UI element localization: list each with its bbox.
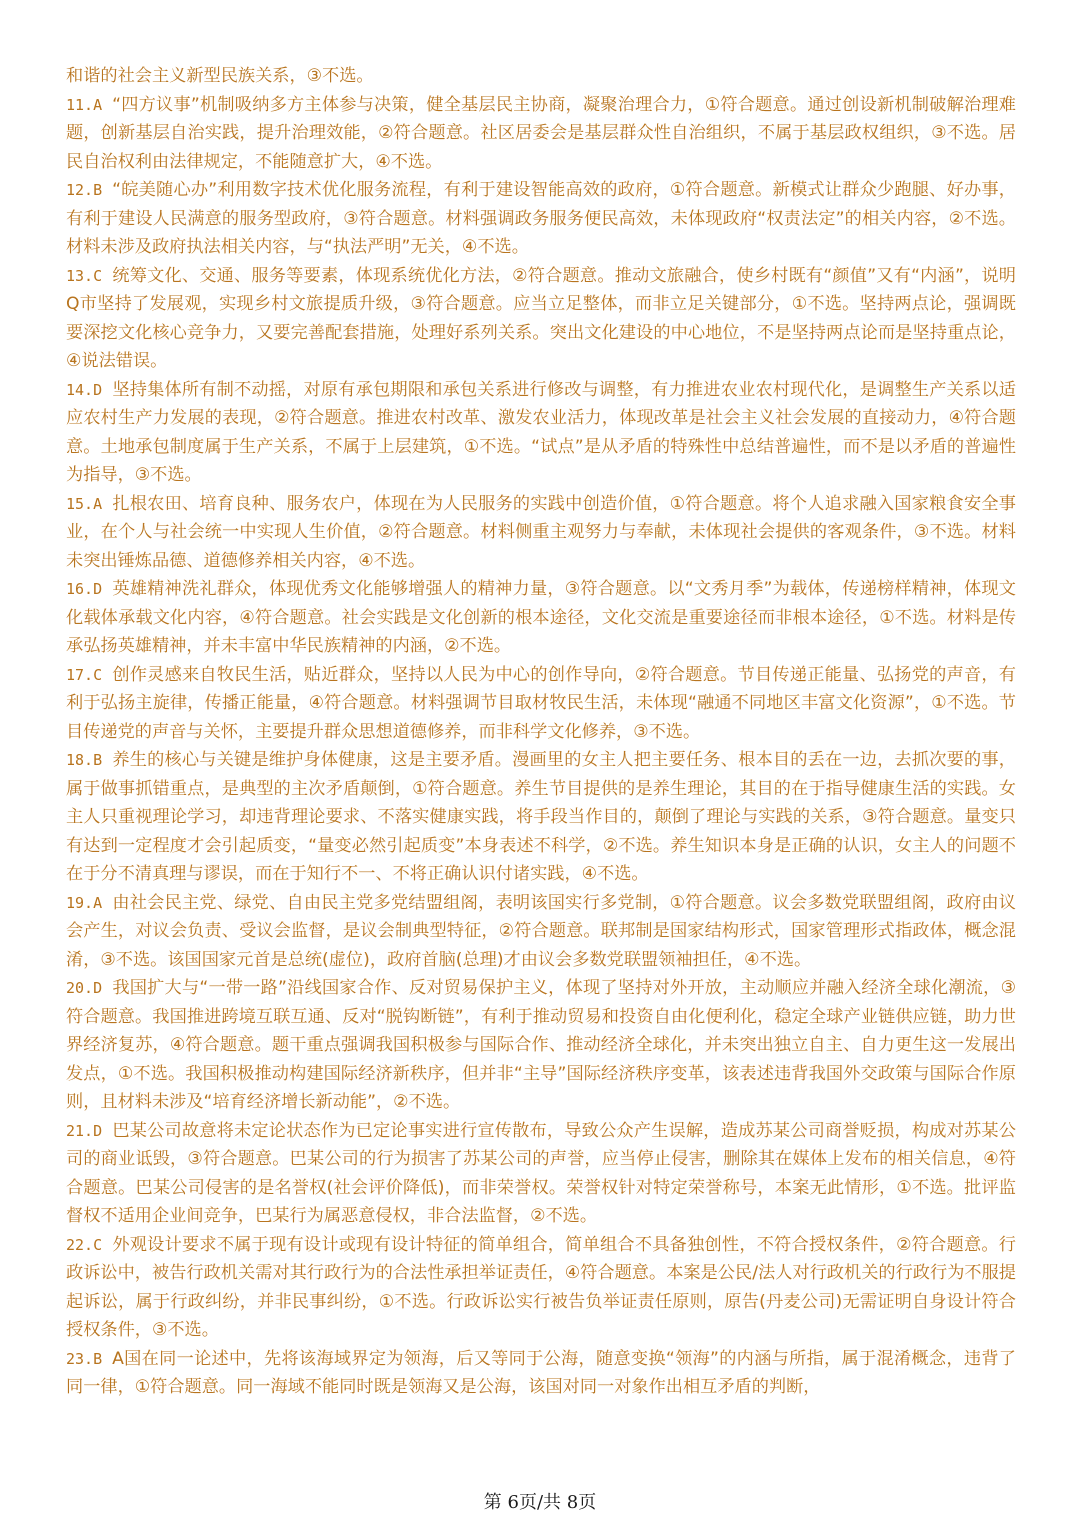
answer-item <box>66 1345 1016 1402</box>
answer-number: 23.B <box>66 1349 103 1368</box>
answer-list <box>66 91 1016 1402</box>
answer-item <box>66 176 1016 262</box>
answer-explanation: 我国扩大与“一带一路”沿线国家合作、反对贸易保护主义，体现了坚持对外开放，主动顺应并融入经济全球化潮流，③符合题意。我国推进跨境互联互通、反对“脱钩断链”，有利于推动贸易和投资自由化便利化，稳定全球产业链供应链，助力世界经济复苏，④符合题意。题干重点强调我国积极参与国际合作、推动经济全球化，并未突出独立自主、自力更生这一发展出发点，①不选。我国积极推动构建国际经济新秩序，但并非“主导”国际经济秩序变革，该表述违背我国外交政策与国际合作原则，且材料未涉及“培育经济增长新动能”，②不选。 <box>66 978 1016 1112</box>
lead-paragraph: 和谐的社会主义新型民族关系，③不选。 <box>66 66 374 86</box>
answer-page <box>66 62 1016 1402</box>
answer-item <box>66 974 1016 1117</box>
answer-number: 15.A <box>66 494 103 513</box>
answer-item <box>66 575 1016 661</box>
answer-item <box>66 262 1016 376</box>
answer-item <box>66 490 1016 576</box>
page-number: 第 6页/共 8页 <box>483 1492 597 1513</box>
answer-item <box>66 376 1016 490</box>
answer-explanation: 坚持集体所有制不动摇，对原有承包期限和承包关系进行修改与调整，有力推进农业农村现代化，是调整生产关系以适应农村生产力发展的表现，②符合题意。推进农村改革、激发农业活力，体现改革是社会主义社会发展的直接动力，④符合题意。土地承包制度属于生产关系，不属于上层建筑，①不选。“试点”是从矛盾的特殊性中总结普遍性，而不是以矛盾的普遍性为指导，③不选。 <box>66 379 1016 485</box>
answer-number: 13.C <box>66 266 103 285</box>
answer-explanation: 英雄精神洗礼群众，体现优秀文化能够增强人的精神力量，③符合题意。以“文秀月季”为载体，传递榜样精神，体现文化载体承载文化内容，④符合题意。社会实践是文化创新的根本途径，文化交流是重要途径而非根本途径，①不选。材料是传承弘扬英雄精神，并未丰富中华民族精神的内涵，②不选。 <box>66 579 1016 656</box>
answer-item <box>66 1117 1016 1231</box>
answer-number: 20.D <box>66 979 103 997</box>
answer-item <box>66 746 1016 889</box>
answer-explanation: “皖美随心办”利用数字技术优化服务流程，有利于建设智能高效的政府，①符合题意。新模式让群众少跑腿、好办事，有利于建设人民满意的服务型政府，③符合题意。材料强调政务服务便民高效，未体现政府“权责法定”的相关内容，②不选。材料未涉及政府执法相关内容，与“执法严明”无关，④不选。 <box>66 180 1016 257</box>
answer-number: 12.B <box>66 181 103 199</box>
answer-number: 14.D <box>66 380 103 399</box>
answer-number: 21.D <box>66 1121 103 1140</box>
answer-item <box>66 889 1016 975</box>
answer-item <box>66 1231 1016 1345</box>
answer-explanation: 外观设计要求不属于现有设计或现有设计特征的简单组合，简单组合不具备独创性，不符合授权条件，②符合题意。行政诉讼中，被告行政机关需对其行政行为的合法性承担举证责任，④符合题意。本案是公民/法人对行政机关的行政行为不服提起诉讼，属于行政纠纷，并非民事纠纷，①不选。行政诉讼实行被告负举证责任原则，原告(丹麦公司)无需证明自身设计符合授权条件，③不选。 <box>66 1234 1016 1340</box>
answer-item <box>66 661 1016 747</box>
answer-item <box>66 91 1016 177</box>
answer-number: 19.A <box>66 893 103 912</box>
answer-number: 11.A <box>66 95 103 114</box>
answer-explanation: 养生的核心与关键是维护身体健康，这是主要矛盾。漫画里的女主人把主要任务、根本目的丢在一边，去抓次要的事，属于做事抓错重点，是典型的主次矛盾颠倒，①符合题意。养生节目提供的是养生理论，其目的在于指导健康生活的实践。女主人只重视理论学习，却违背理论要求、不落实健康实践，将手段当作目的，颠倒了理论与实践的关系，③符合题意。量变只有达到一定程度才会引起质变，“量变必然引起质变”本身表述不科学，②不选。养生知识本身是正确的认识，女主人的问题不在于分不清真理与谬误，而在于知行不一、不将正确认识付诸实践，④不选。 <box>66 750 1016 884</box>
answer-explanation: “四方议事”机制吸纳多方主体参与决策，健全基层民主协商，凝聚治理合力，①符合题意。通过创设新机制破解治理难题，创新基层自治实践，提升治理效能，②符合题意。社区居委会是基层群众性自治组织，不属于基层政权组织，③不选。居民自治权利由法律规定，不能随意扩大，④不选。 <box>66 94 1016 172</box>
answer-explanation: 扎根农田、培育良种、服务农户，体现在为人民服务的实践中创造价值，①符合题意。将个人追求融入国家粮食安全事业，在个人与社会统一中实现人生价值，②符合题意。材料侧重主观努力与奉献，未体现社会提供的客观条件，③不选。材料未突出锤炼品德、道德修养相关内容，④不选。 <box>66 493 1016 571</box>
answer-explanation: 巴某公司故意将未定论状态作为已定论事实进行宣传散布，导致公众产生误解，造成苏某公司商誉贬损，构成对苏某公司的商业诋毁，③符合题意。巴某公司的行为损害了苏某公司的声誉，应当停止侵害，删除其在媒体上发布的相关信息，④符合题意。巴某公司侵害的是名誉权(社会评价降低)，而非荣誉权。荣誉权针对特定荣誉称号，本案无此情形，①不选。批评监督权不适用企业间竞争，巴某行为属恶意侵权，非合法监督，②不选。 <box>66 1120 1016 1226</box>
answer-explanation: 统筹文化、交通、服务等要素，体现系统优化方法，②符合题意。推动文旅融合，使乡村既有“颜值”又有“内涵”，说明Q市坚持了发展观，实现乡村文旅提质升级，③符合题意。应当立足整体，而非立足关键部分，①不选。坚持两点论，强调既要深挖文化核心竞争力，又要完善配套措施，处理好系列关系。突出文化建设的中心地位，不是坚持两点论而是坚持重点论，④说法错误。 <box>66 265 1016 371</box>
answer-number: 22.C <box>66 1235 103 1254</box>
answer-number: 16.D <box>66 580 103 598</box>
answer-explanation: A国在同一论述中，先将该海域界定为领海，后又等同于公海，随意变换“领海”的内涵与所指，属于混淆概念，违背了同一律，①符合题意。同一海域不能同时既是领海又是公海，该国对同一对象作出相互矛盾的判断， <box>66 1348 1016 1397</box>
answer-number: 17.C <box>66 665 103 684</box>
answer-explanation: 创作灵感来自牧民生活，贴近群众，坚持以人民为中心的创作导向，②符合题意。节目传递正能量、弘扬党的声音，有利于弘扬主旋律，传播正能量，④符合题意。材料强调节目取材牧民生活，未体现“融通不同地区丰富文化资源”，①不选。节目传递党的声音与关怀，主要提升群众思想道德修养，而非科学文化修养，③不选。 <box>66 664 1016 742</box>
answer-number: 18.B <box>66 751 103 769</box>
answer-explanation: 由社会民主党、绿党、自由民主党多党结盟组阁，表明该国实行多党制，①符合题意。议会多数党联盟组阁，政府由议会产生，对议会负责、受议会监督，是议会制典型特征，②符合题意。联邦制是国家结构形式，国家管理形式指政体，概念混淆，③不选。该国国家元首是总统(虚位)，政府首脑(总理)才由议会多数党联盟领袖担任，④不选。 <box>66 892 1016 970</box>
